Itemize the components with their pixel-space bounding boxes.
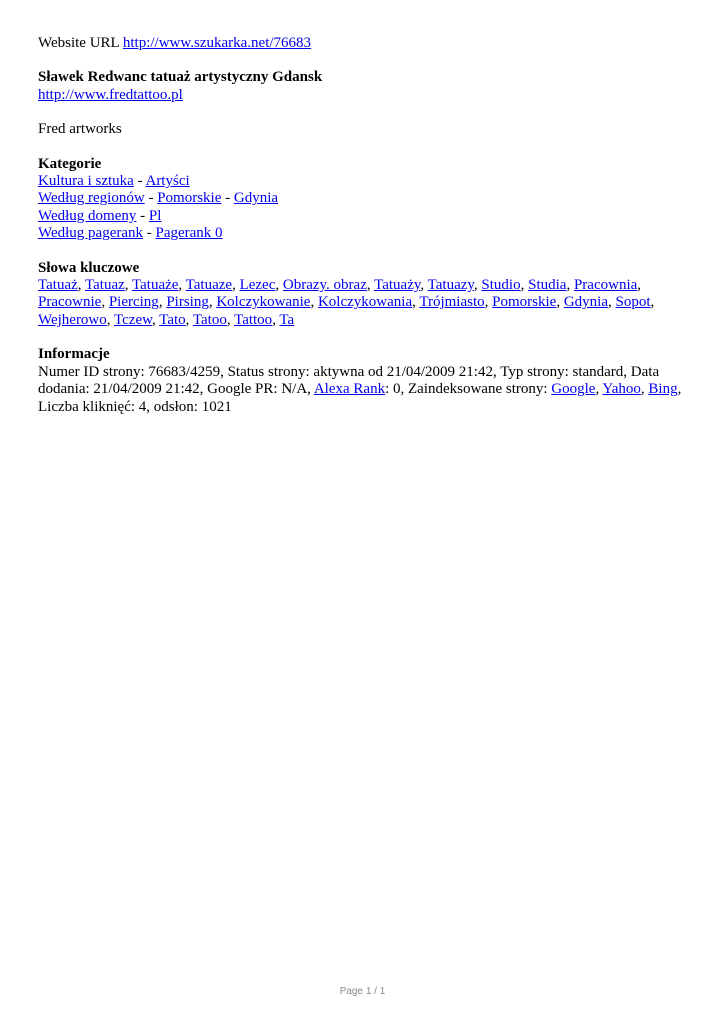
yahoo-link[interactable]: Yahoo: [602, 381, 641, 398]
categories-heading: Kategorie: [38, 155, 102, 172]
category-row: [38, 208, 686, 225]
keyword-link[interactable]: Pomorskie: [492, 294, 557, 311]
keyword-link[interactable]: Kolczykowanie: [216, 294, 311, 311]
info-text-part2: : 0, Zaindeksowane strony:: [385, 381, 552, 398]
category-link[interactable]: Według pagerank: [38, 225, 143, 242]
keyword-link[interactable]: Tatuaży: [374, 277, 421, 294]
keyword-link[interactable]: Trójmiasto: [419, 294, 485, 311]
keyword-link[interactable]: Tatuaz: [85, 277, 125, 294]
categories-list: [38, 173, 686, 243]
info-text-part1: Numer ID strony: 76683/4259, Status strony: aktywna od 21/04/2009 21:42, Typ strony: standard, Data dodania: 21/04/2009 21:42, Google PR: N/A,: [38, 363, 660, 398]
keyword-link[interactable]: Kolczykowania: [317, 294, 413, 311]
category-separator: -: [133, 173, 146, 190]
category-link[interactable]: Według domeny: [38, 207, 137, 224]
info-text: Numer ID strony: 76683/4259, Status strony: aktywna od 21/04/2009 21:42, Typ strony: standard, Data dodania: 21/04/2009 21:42, Google PR: N/A, Alexa Rank: 0, Zaindeksowane strony: Google, Yahoo, Bing, Liczba kliknięć: 4, odsłon: 1021: [38, 363, 682, 415]
keyword-link[interactable]: Tatuaze: [185, 277, 233, 294]
keyword-link[interactable]: Piercing: [108, 294, 159, 311]
keyword-link[interactable]: Ta: [279, 311, 295, 328]
keyword-link[interactable]: Obrazy. obraz: [282, 277, 367, 294]
keyword-link[interactable]: Lezec: [239, 277, 276, 294]
google-link[interactable]: Google: [551, 381, 596, 398]
category-link[interactable]: Według regionów: [38, 190, 145, 207]
website-line: [38, 35, 686, 52]
document-body: [38, 35, 686, 433]
info-heading: Informacje: [38, 346, 110, 363]
info-section: [38, 346, 686, 416]
keyword-link[interactable]: Pracownie: [38, 294, 102, 311]
keyword-link[interactable]: Tattoo: [234, 311, 273, 328]
keyword-link[interactable]: Studio: [481, 277, 521, 294]
website-url-link[interactable]: http://www.szukarka.net/76683: [122, 35, 312, 51]
keyword-link[interactable]: Tatuaż: [38, 277, 78, 294]
keyword-link[interactable]: Studia: [528, 277, 567, 294]
keyword-link[interactable]: Tatoo: [192, 311, 227, 328]
category-row: [38, 190, 686, 207]
site-section: [38, 69, 686, 104]
keywords-list: Tatuaż, Tatuaz, Tatuaże, Tatuaze, Lezec, Obrazy. obraz, Tatuaży, Tatuazy, Studio, Studia, Pracownia, Pracownie, Piercing, Pirsing, Kolczykowanie, Kolczykowania, Trójmiasto, Pomorskie, Gdynia, Sopot, Wejherowo, Tczew, Tato, Tatoo, Tattoo, Ta: [38, 277, 655, 328]
category-link[interactable]: Artyści: [145, 173, 190, 190]
category-separator: -: [221, 190, 234, 207]
site-title: Sławek Redwanc tatuaż artystyczny Gdansk: [38, 69, 323, 86]
category-separator: -: [143, 225, 156, 242]
keyword-link[interactable]: Wejherowo: [38, 311, 107, 328]
website-label: Website URL: [38, 35, 120, 51]
category-link[interactable]: Kultura i sztuka: [38, 173, 134, 190]
keyword-link[interactable]: Sopot: [615, 294, 651, 311]
page-footer: Page 1 / 1: [339, 986, 386, 997]
category-link[interactable]: Gdynia: [233, 190, 279, 207]
category-link[interactable]: Pl: [148, 207, 162, 224]
site-url-link[interactable]: http://www.fredtattoo.pl: [38, 86, 183, 103]
category-link[interactable]: Pomorskie: [157, 190, 222, 207]
alexa-rank-link[interactable]: Alexa Rank: [313, 381, 386, 398]
categories-section: [38, 156, 686, 243]
keyword-link[interactable]: Pracownia: [573, 277, 638, 294]
keywords-section: [38, 260, 686, 330]
category-row: [38, 173, 686, 190]
keyword-link[interactable]: Pirsing: [166, 294, 209, 311]
keyword-link[interactable]: Gdynia: [563, 294, 608, 311]
keyword-link[interactable]: Tczew: [114, 311, 152, 328]
category-row: [38, 225, 686, 242]
keyword-link[interactable]: Tatuazy: [427, 277, 474, 294]
category-separator: -: [144, 190, 158, 207]
site-description: Fred artworks: [38, 121, 122, 138]
bing-link[interactable]: Bing: [648, 381, 678, 398]
info-text-part3: , Liczba kliknięć: 4, odsłon: 1021: [38, 381, 682, 415]
category-link[interactable]: Pagerank 0: [155, 225, 223, 242]
keywords-heading: Słowa kluczowe: [38, 259, 140, 276]
keyword-link[interactable]: Tatuaże: [132, 277, 179, 294]
category-separator: -: [136, 207, 149, 224]
keyword-link[interactable]: Tato: [159, 311, 186, 328]
